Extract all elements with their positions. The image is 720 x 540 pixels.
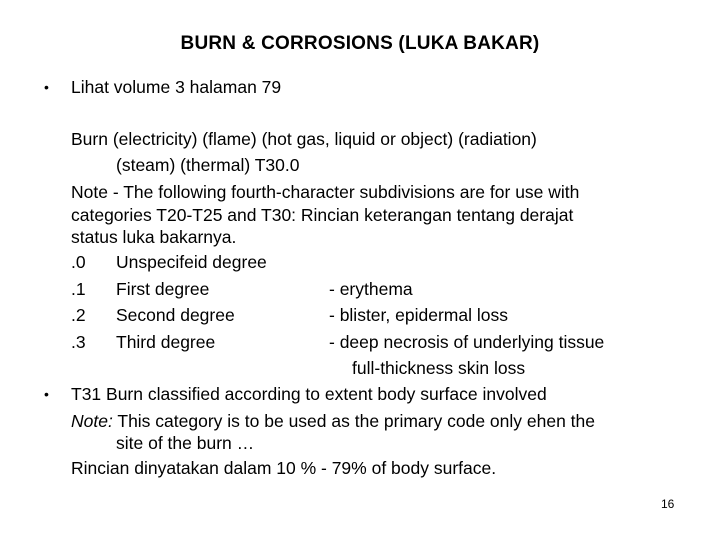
degree-description: - blister, epidermal loss [329, 305, 508, 325]
note-line: status luka bakarnya. [71, 227, 237, 247]
degree-code: .1 [71, 279, 86, 299]
degree-label: Third degree [116, 332, 216, 352]
burn-line-cont: (steam) (thermal) T30.0 [116, 155, 300, 175]
burn-line: Burn (electricity) (flame) (hot gas, liquid or object) (radiation) [71, 129, 537, 149]
degree-code: .0 [71, 252, 86, 272]
t31-note-cont: site of the burn … [116, 433, 255, 453]
bullet-marker: • [44, 79, 49, 95]
note-line: Note - The following fourth-character subdivisions are for use with [71, 182, 580, 202]
degree-description: - erythema [329, 279, 413, 299]
bullet-marker: • [44, 386, 49, 402]
degree-label: First degree [116, 279, 210, 299]
note-line: categories T20-T25 and T30: Rincian keterangan tentang derajat [71, 205, 574, 225]
page-number: 16 [661, 497, 675, 511]
t31-note [71, 411, 595, 431]
degree-code: .3 [71, 332, 86, 352]
note-text: This category is to be used as the primary code only ehen the [112, 411, 596, 431]
slide-title: BURN & CORROSIONS (LUKA BAKAR) [180, 33, 540, 54]
degree-description: - deep necrosis of underlying tissue [329, 332, 605, 352]
degree-code: .2 [71, 305, 86, 325]
t31-line: T31 Burn classified according to extent body surface involved [71, 384, 547, 404]
degree-label: Unspecifeid degree [116, 252, 267, 272]
rincian-line: Rincian dinyatakan dalam 10 % - 79% of body surface. [71, 458, 497, 478]
note-label: Note: [71, 411, 113, 431]
degree-description-cont: full-thickness skin loss [352, 358, 526, 378]
bullet-text: Lihat volume 3 halaman 79 [71, 77, 282, 97]
degree-label: Second degree [116, 305, 235, 325]
